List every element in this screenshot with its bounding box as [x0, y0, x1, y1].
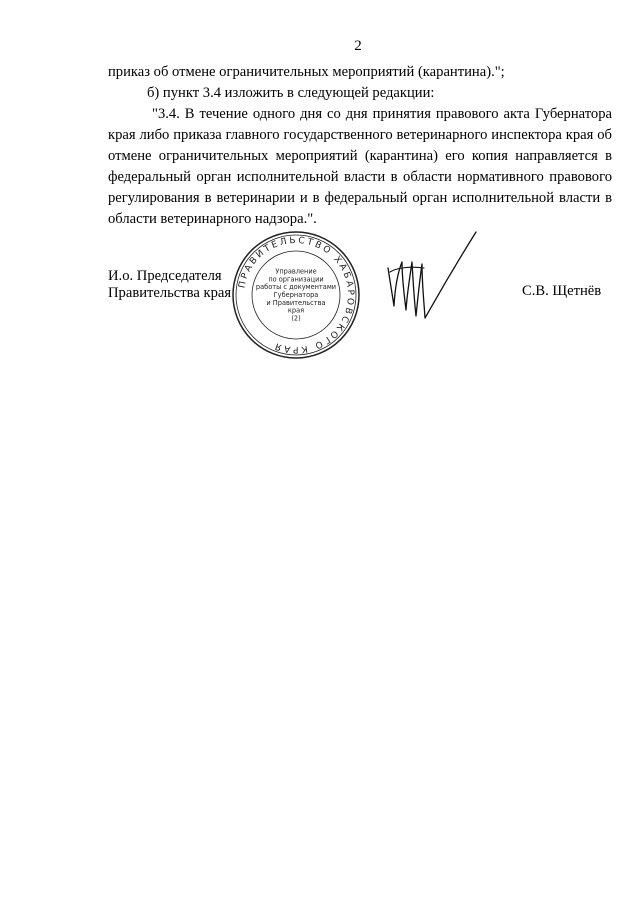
document-body	[108, 62, 612, 230]
seal-inner-text: (2)	[291, 314, 301, 323]
seal-inner-text: края	[287, 306, 305, 315]
seal-inner-text: работы с документами	[255, 283, 337, 292]
body-line-2: б) пункт 3.4 изложить в следующей редакции:	[147, 85, 435, 101]
seal-inner-text: Управление	[275, 267, 317, 276]
seal-inner-text: и Правительства	[266, 298, 326, 307]
handwritten-signature	[380, 228, 480, 338]
official-seal	[231, 230, 361, 360]
signatory-title-line-2: Правительства края	[108, 285, 232, 301]
svg-text:ПРАВИТЕЛЬСТВО ХАБАРОВСКОГО КРА: ПРАВИТЕЛЬСТВО ХАБАРОВСКОГО КРАЯ	[237, 235, 356, 355]
body-paragraph: "3.4. В течение одного дня со дня принятия правового акта Губернатора края либо приказа главного государственного ветеринарного инспектора края об отмене ограничительных мероприятий (карантина) его копия направляется в федеральный орган исполнительной власти в области нормативного правового регулирования в ветеринарии и в федеральный орган исполнительной власти в области ветеринарного надзора.".	[108, 106, 612, 227]
signatory-name: С.В. Щетнёв	[522, 283, 602, 299]
page-number: 2	[354, 38, 362, 54]
seal-inner-text: Губернатора	[273, 291, 319, 299]
seal-inner-text: по организации	[268, 275, 324, 284]
signatory-title	[108, 268, 231, 302]
body-line-1: приказ об отмене ограничительных мероприятий (карантина).";	[108, 64, 505, 80]
signatory-title-line-1: И.о. Председателя	[108, 268, 222, 284]
